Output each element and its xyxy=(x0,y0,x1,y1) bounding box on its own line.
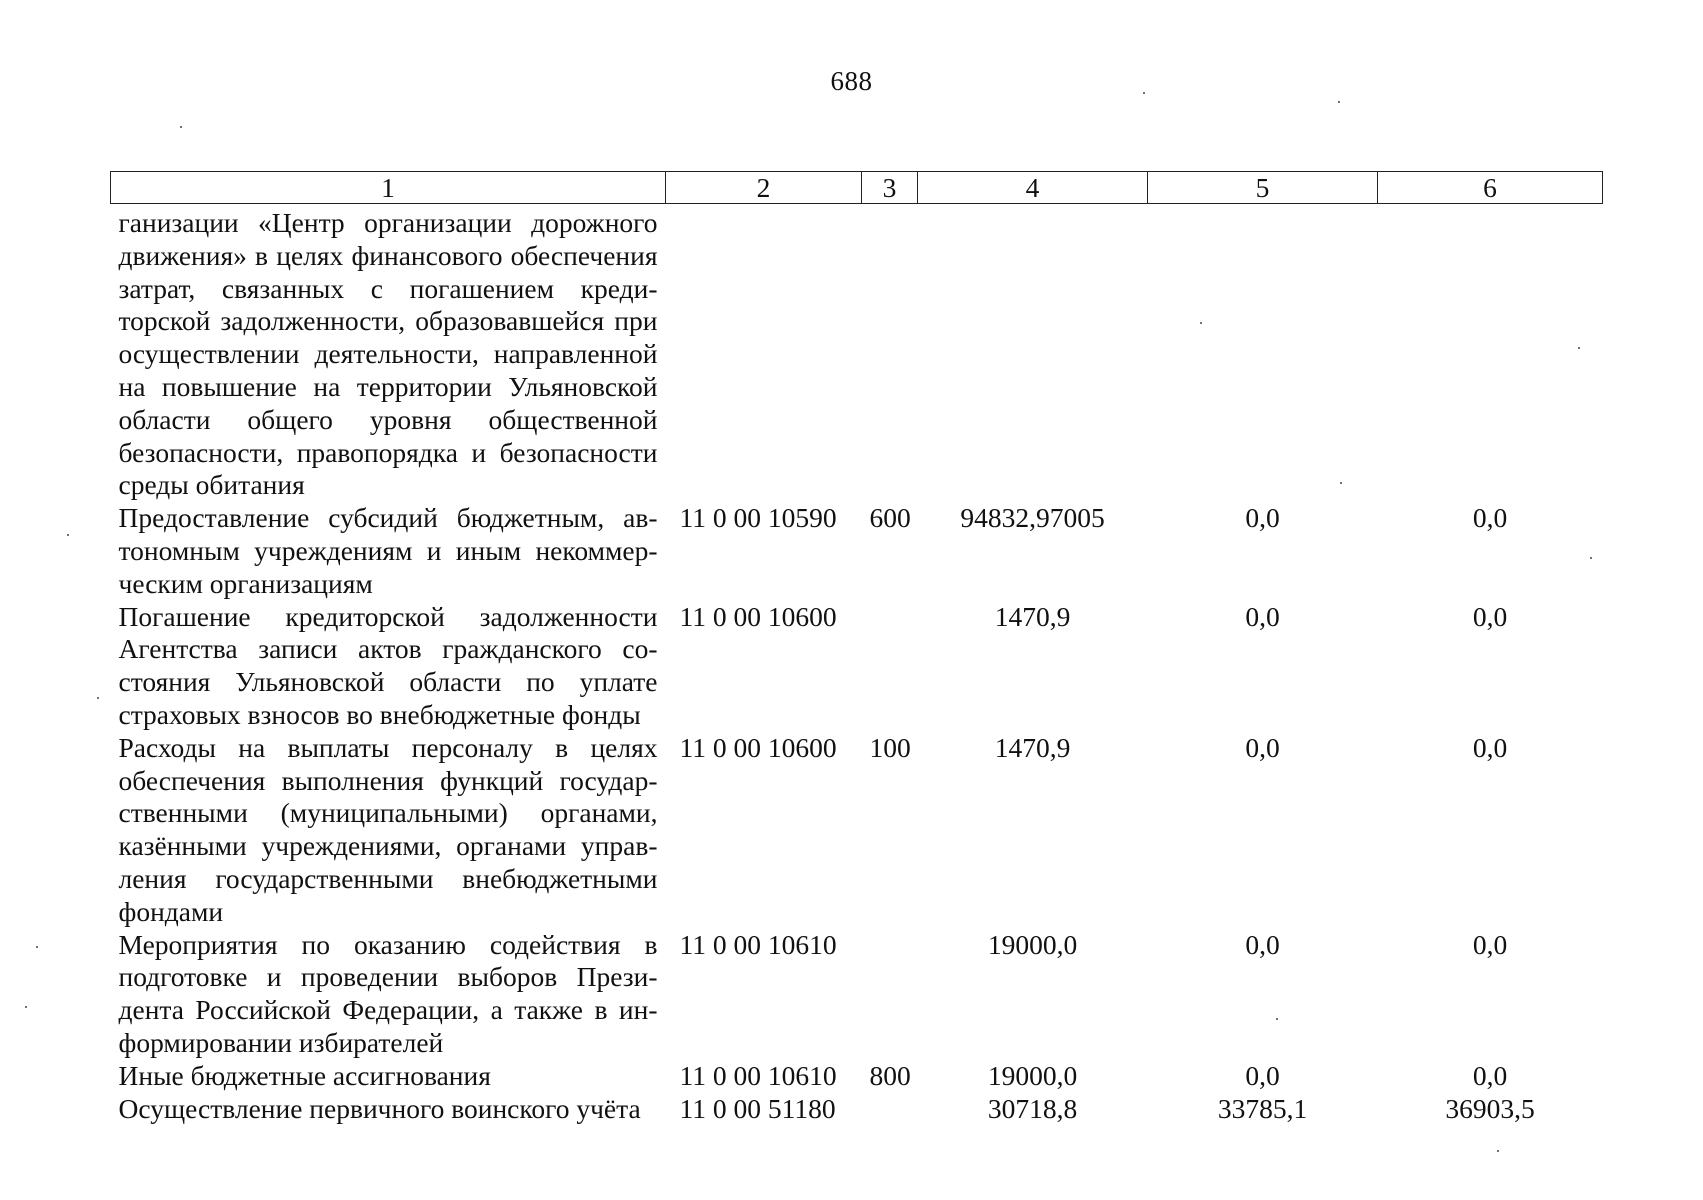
row-code-cell: 11 0 00 10600 xyxy=(679,731,837,763)
row-value-col4-cell xyxy=(918,204,1148,503)
row-expense-type-cell: 800 xyxy=(869,1059,911,1091)
row-name-cell: Осуществление первичного воинского учёта xyxy=(118,1092,641,1124)
row-expense-type-cell: 600 xyxy=(869,502,911,534)
column-header-5: 5 xyxy=(1148,172,1378,204)
row-value-col5-cell: 0,0 xyxy=(1245,600,1280,632)
scan-speck xyxy=(1276,1018,1278,1020)
scan-speck xyxy=(36,946,38,948)
row-code-cell: 11 0 00 51180 xyxy=(679,1092,836,1124)
row-value-col5-cell: 33785,1 xyxy=(1217,1092,1308,1124)
column-header-3: 3 xyxy=(862,172,918,204)
row-expense-type-cell xyxy=(862,601,918,732)
scan-speck xyxy=(25,1006,27,1008)
scan-speck xyxy=(97,697,99,699)
row-code-cell xyxy=(666,204,862,503)
row-code-cell: 11 0 00 10590 xyxy=(679,502,837,534)
row-name-cell: Погашение кредиторской задолженности Агентства записи актов гражданского состояния Ульяновской области по уплате страховых взносов во внебюджетные фонды xyxy=(118,600,658,730)
row-expense-type-cell: 100 xyxy=(869,731,911,763)
row-value-col6-cell: 0,0 xyxy=(1472,928,1508,960)
row-code-cell: 11 0 00 10610 xyxy=(679,928,837,960)
row-value-col4-cell: 19000,0 xyxy=(987,1059,1078,1091)
table-row xyxy=(111,1060,1603,1093)
row-name-cell: Иные бюджетные ассигнования xyxy=(118,1059,491,1091)
row-expense-type-cell xyxy=(862,929,918,1060)
row-name-cell: Расходы на выплаты персоналу в целях обеспечения выполнения функций государственными (муниципальными) органами, казёнными учреждениями, органами управления государственными внебюджетными фондами xyxy=(118,731,658,927)
scan-speck xyxy=(1200,322,1202,324)
row-value-col6-cell: 0,0 xyxy=(1472,731,1508,763)
scan-speck xyxy=(1338,101,1340,103)
row-name-cell: ганизации «Центр организации дорожного движения» в целях финансового обеспечения затрат, связанных с погашением кредиторской задолженности, образовавшейся при осуществлении деятельности, направленной на повышение на территории Ульяновской области общего уровня общественной безопасности, правопорядка и безопасности среды обитания xyxy=(118,207,658,501)
header-row xyxy=(111,172,1603,204)
row-value-col4-cell: 1470,9 xyxy=(994,731,1071,763)
row-value-col5-cell: 0,0 xyxy=(1245,1059,1280,1091)
row-value-col5-cell xyxy=(1148,204,1378,503)
row-name-cell: Предоставление субсидий бюджетным, автономным учреждениям и иным некоммерческим организациям xyxy=(118,502,658,599)
scan-speck xyxy=(1340,482,1342,484)
table-row xyxy=(111,204,1603,503)
table-row xyxy=(111,732,1603,929)
row-value-col6-cell: 36903,5 xyxy=(1445,1092,1535,1124)
table-row xyxy=(111,601,1603,732)
column-header-2: 2 xyxy=(666,172,862,204)
table-body xyxy=(111,204,1603,1126)
row-value-col6-cell xyxy=(1378,204,1603,503)
table-header xyxy=(111,172,1603,204)
row-value-col4-cell: 1470,9 xyxy=(994,600,1071,632)
scan-speck xyxy=(1590,557,1592,559)
table-row xyxy=(111,1093,1603,1126)
page-number: 688 xyxy=(830,66,873,96)
row-value-col6-cell: 0,0 xyxy=(1472,502,1508,534)
row-value-col5-cell: 0,0 xyxy=(1245,928,1280,960)
scan-speck xyxy=(1578,347,1580,349)
column-header-4: 4 xyxy=(918,172,1148,204)
row-value-col5-cell: 0,0 xyxy=(1245,731,1280,763)
row-code-cell: 11 0 00 10610 xyxy=(679,1059,837,1091)
row-code-cell: 11 0 00 10600 xyxy=(679,600,837,632)
scan-speck xyxy=(1497,1150,1499,1152)
row-value-col4-cell: 19000,0 xyxy=(987,928,1078,960)
row-value-col4-cell: 94832,97005 xyxy=(960,502,1105,534)
row-expense-type-cell xyxy=(862,1093,918,1126)
row-expense-type-cell xyxy=(862,204,918,503)
row-value-col6-cell: 0,0 xyxy=(1472,1059,1508,1091)
scan-speck xyxy=(1143,92,1145,94)
table-row xyxy=(111,929,1603,1060)
column-header-1: 1 xyxy=(111,172,666,204)
row-value-col5-cell: 0,0 xyxy=(1245,502,1280,534)
column-header-6: 6 xyxy=(1378,172,1603,204)
scan-speck xyxy=(180,126,182,128)
scan-speck xyxy=(67,534,69,536)
budget-table xyxy=(110,171,1603,1125)
row-name-cell: Мероприятия по оказанию содействия в подготовке и проведении выборов Президента Российской Федерации, а также в информировании избирателей xyxy=(118,928,658,1058)
table-row xyxy=(111,502,1603,600)
row-value-col4-cell: 30718,8 xyxy=(987,1092,1078,1124)
row-value-col6-cell: 0,0 xyxy=(1472,600,1508,632)
